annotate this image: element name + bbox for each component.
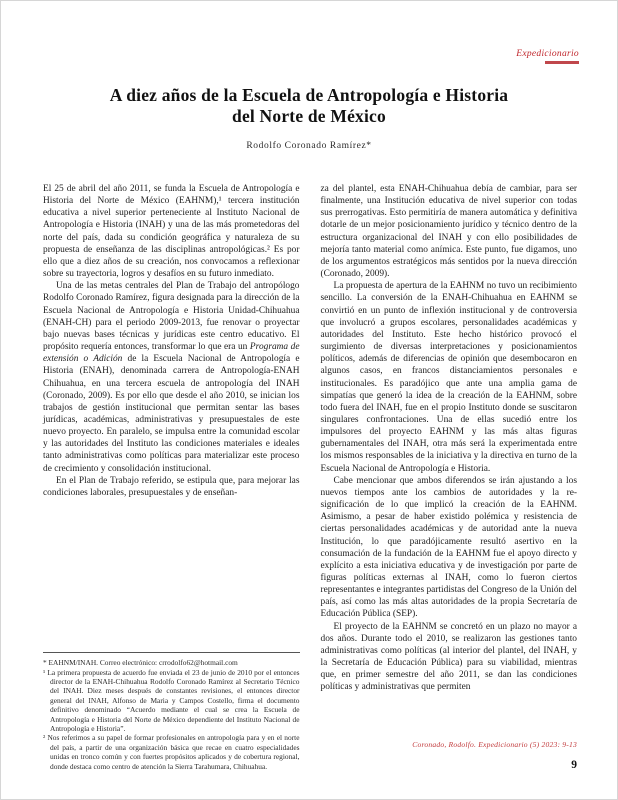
paragraph-2 xyxy=(43,280,300,475)
footer-citation: Coronado, Rodolfo. Expedicionario (5) 2023: 9-13 xyxy=(412,739,577,749)
paragraph-2-tail: de la Escuela Nacional de Antropología e Historia (ENAH), denominada carrera de Antropología-ENAH Chihuahua, en una tercera escuela de antropología del INAH (Coronado, 2009). Es por ello que desde el año 2010, se inician los trabajos de gestión institucional que permitan sentar las bases jurídicas, académicas, administrativas y presupuestales de este nuevo proyecto. En paralelo, se impulsa entre la comunidad escolar y las autoridades del Instituto las condiciones materiales e ideales tanto administrativas como políticas para materializar este proceso de crecimiento y consolidación institucional. xyxy=(43,354,300,474)
article-title xyxy=(1,85,617,127)
footnote-asterisk: * EAHNM/INAH. Correo electrónico: crrodolfo62@hotmail.com xyxy=(43,658,238,668)
page-footer xyxy=(321,739,578,771)
paragraph-4: za del plantel, esta ENAH-Chihuahua debía de cambiar, para ser finalmente, una Institución educativa de nivel superior con todas sus prerrogativas. Esto permitiría de manera automática y definitiva dotarle de un mejor posicionamiento jurídico y técnico dentro de la estructura organizacional del INAH y con ello posibilidades de mejoría tanto material como anímica. Este punto, fue digamos, uno de los argumentos estratégicos más sentidos por la nueva dirección (Coronado, 2009). xyxy=(320,184,577,280)
footnote-separator xyxy=(43,652,300,653)
footnote-2: ² Nos referimos a su papel de formar profesionales en antropología para y en el norte del país, a partir de una organización básica que recae en cuatro especialidades unidas en tronco común y con fuertes propósitos aplicados y de cobertura regional, donde destaca como centro de atención la Sierra Tarahumara, Chihuahua. xyxy=(43,733,300,771)
article-title-line2: del Norte de México xyxy=(232,106,386,126)
right-column xyxy=(321,183,578,771)
paragraph-1: El 25 de abril del año 2011, se funda la Escuela de Antropología e Historia del Norte de México (EAHNM),¹ tercera institución educativa a nivel superior perteneciente al Instituto Nacional de Antropología e Historia (INAH) y una de las más prometedoras del norte del país, dada su condición geográfica y naturaleza de su propuesta de enseñanza de las disciplinas antropológicas.² Es por ello que a diez años de su creación, nos convocamos a reflexionar sobre su trayectoria, logros y desafíos en su futuro inmediato. xyxy=(43,184,300,280)
paragraph-3: En el Plan de Trabajo referido, se estipula que, para mejorar las condiciones laborales, presupuestales y de enseñan- xyxy=(43,475,300,498)
paragraph-2-italic: Programa de extensión o Adición xyxy=(43,342,300,365)
paragraph-7: El proyecto de la EAHNM se concretó en un plazo no mayor a dos años. Durante todo el 2010, se realizaron las gestiones tanto administrativas como políticas (al interior del plantel, del INAH, y la Secretaría de Educación Pública) para su viabilidad, mientras que, en primer semestre del año 2011, se dan las condiciones políticas y administrativas que permiten xyxy=(320,621,577,693)
article-body xyxy=(43,183,577,771)
footnote-1: ¹ La primera propuesta de acuerdo fue enviada el 23 de junio de 2010 por el entonces director de la ENAH-Chihuahua Rodolfo Coronado Ramírez al Secretario Técnico del INAH. Diez meses después de constantes revisiones, el entonces director general del INAH, Alfonso de Maria y Campos Costello, firma el documento definitivo denominado “Acuerdo mediante el cual se crea la Escuela de Antropología e Historia del Norte de México dependiente del Instituto Nacional de Antropología e Historia”. xyxy=(43,667,300,733)
paragraph-5: La propuesta de apertura de la EAHNM no tuvo un recibimiento sencillo. La conversión de la ENAH-Chihuahua en EAHNM se convirtió en un punto de inflexión institucional y de controversia que involucró a grupos escolares, personalidades académicas y autoridades del Instituto. Este hecho histórico provocó el surgimiento de diversas interpretaciones y posicionamientos políticos, además de diferencias de opinión que desembocaron en algunos casos, en francos distanciamientos personales e institucionales. Es paradójico que ante una amplia gama de simpatías que generó la idea de la creación de la EAHNM, sobre todo fuera del INAH, fue en el propio Instituto donde se suscitaron singulares confrontaciones. Una de ellas sucedió entre los impulsores del proyecto EAHNM y las más altas figuras gubernamentales del INAH, otra más será la experimentada entre los mismos responsables de la iniciativa y la directiva en turno de la Escuela Nacional de Antropología e Historia. xyxy=(320,281,577,474)
article-author: Rodolfo Coronado Ramírez* xyxy=(246,141,372,151)
page-number: 9 xyxy=(571,758,577,771)
footnotes-block xyxy=(43,652,300,771)
journal-logo-subline xyxy=(545,61,579,64)
left-column xyxy=(43,183,300,771)
journal-logo xyxy=(516,50,579,64)
article-header xyxy=(1,85,617,151)
paragraph-6: Cabe mencionar que ambos diferendos se irán ajustando a los nuevos tiempos ante los cambios de autoridades y la re-significación de lo que implicó la creación de la EAHNM. Asimismo, a pesar de haber existido polémica y resistencia de ciertas personalidades académicas y de autoridad ante la nueva Institución, lo que paradójicamente resultó asertivo en la consumación de la fundación de la EAHNM fue el apoyo directo y explícito a esta iniciativa educativa y de investigación por parte de figuras políticas externas al INAH, como lo fueron ciertos representantes e integrantes partidistas del Congreso de la Unión del país, así como las más altas autoridades de la propia Secretaría de Educación Pública (SEP). xyxy=(320,475,577,620)
paragraph-2-lead: Una de las metas centrales del Plan de Trabajo del antropólogo Rodolfo Coronado Ramírez, figura designada para la dirección de la Escuela Nacional de Antropología e Historia Unidad-Chihuahua (ENAH-CH) para el periodo 2009-2013, fue renovar o proyectar bajo nuevas bases técnicas y jurídicas este centro educativo. El propósito requería entonces, transformar lo que era un xyxy=(43,281,300,353)
journal-logo-text: Expedicionario xyxy=(516,49,579,59)
article-title-line1: A diez años de la Escuela de Antropología e Historia xyxy=(109,85,509,105)
